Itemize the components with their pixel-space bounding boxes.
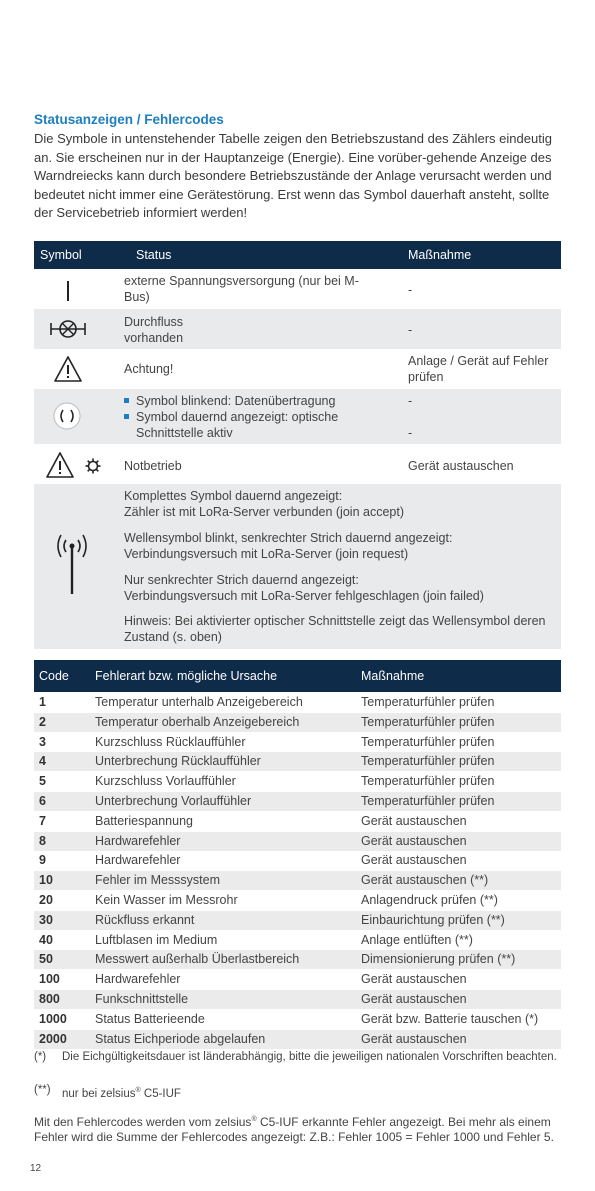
error-code: 800 (39, 992, 60, 1006)
status-row (34, 389, 561, 444)
error-measure: Anlage entlüften (**) (361, 932, 473, 947)
header-code: Code (39, 669, 69, 683)
measure-text: - (408, 283, 413, 297)
error-cause: Hardwarefehler (95, 833, 181, 848)
status-row (34, 349, 561, 389)
code-row (34, 792, 561, 811)
closing-paragraph: Mit den Fehlercodes werden vom zelsius® C5-IUF erkannte Fehler angezeigt. Bei mehr als einem Fehler wird die Summe der Fehlercodes angezeigt: Z.B.: Fehler 1005 = Fehler 1000 und Fehler 5. (34, 1115, 554, 1144)
error-cause: Temperatur unterhalb Anzeigebereich (95, 695, 303, 709)
error-measure: Anlagendruck prüfen (**) (361, 893, 498, 907)
error-cause: Status Eichperiode abgelaufen (95, 1031, 266, 1046)
error-cause: Temperatur oberhalb Anzeigebereich (95, 714, 300, 729)
code-row (34, 931, 561, 950)
error-measure: Gerät austauschen (361, 833, 467, 848)
error-cause: Kurzschluss Vorlauffühler (95, 774, 236, 789)
error-cause: Fehler im Messsystem (95, 873, 221, 888)
error-code: 30 (39, 912, 53, 927)
error-measure: Gerät austauschen (361, 972, 467, 987)
intro-paragraph: Die Symbole in untenstehender Tabelle zeigen den Betriebszustand des Zählers eindeutig an. Sie erscheinen nur in der Hauptanzeige (Energie). Eine vorüber-gehende Anzeige des Warndreiecks kann durch besondere Betriebszustände der Anlage verursacht werden und bedeutet nicht immer eine Gerätestörung. Erst wenn das Symbol dauerhaft ansteht, sollte der Servicebetrieb informiert werden! (34, 131, 552, 221)
status-row (34, 444, 561, 484)
error-code: 2 (39, 714, 46, 729)
lora-paragraph: Wellensymbol blinkt, senkrechter Strich dauernd angezeigt: Verbindungsversuch mit LoRa-Server (join request) (124, 531, 453, 561)
code-row (34, 871, 561, 890)
error-code: 7 (39, 813, 46, 828)
code-row (34, 891, 561, 910)
status-row (34, 484, 561, 649)
error-measure: Gerät bzw. Batterie tauschen (*) (361, 1011, 539, 1026)
error-code: 40 (39, 932, 53, 947)
error-measure: Temperaturfühler prüfen (361, 794, 495, 808)
error-measure: Gerät austauschen (361, 853, 467, 868)
status-row (34, 269, 561, 309)
code-row (34, 970, 561, 989)
status-text: Achtung! (124, 362, 174, 376)
measure-text: - (408, 394, 413, 408)
error-code: 8 (39, 833, 46, 848)
code-row (34, 733, 561, 752)
header-cause: Fehlerart bzw. mögliche Ursache (95, 669, 278, 683)
footnote-text: Die Eichgültigkeitsdauer ist länderabhängig, bitte die jeweiligen nationalen Vorschriften beachten. (62, 1051, 557, 1063)
error-cause: Rückfluss erkannt (95, 912, 195, 927)
error-code: 6 (39, 794, 46, 808)
measure-text: Gerät austauschen (408, 459, 514, 473)
footnote-mark: (**) (34, 1084, 51, 1096)
error-cause: Messwert außerhalb Überlastbereich (95, 952, 300, 967)
error-measure: Gerät austauschen (**) (361, 873, 489, 888)
error-cause: Unterbrechung Rücklauffühler (95, 754, 261, 769)
status-bullets (124, 393, 374, 441)
error-measure: Temperaturfühler prüfen (361, 754, 495, 769)
header-status: Status (136, 248, 172, 262)
page-number: 12 (30, 1163, 42, 1174)
code-row (34, 990, 561, 1009)
status-text: Durchfluss vorhanden (124, 315, 184, 345)
error-cause: Kurzschluss Rücklauffühler (95, 734, 246, 749)
error-measure: Temperaturfühler prüfen (361, 734, 495, 749)
error-code: 1 (39, 695, 46, 709)
code-row (34, 1030, 561, 1049)
error-measure: Gerät austauschen (361, 992, 467, 1006)
error-measure: Temperaturfühler prüfen (361, 714, 495, 729)
error-measure: Dimensionierung prüfen (**) (361, 952, 516, 967)
error-cause: Hardwarefehler (95, 853, 181, 868)
header-measure: Maßnahme (408, 248, 472, 262)
error-cause: Hardwarefehler (95, 972, 181, 987)
flow-icon (49, 317, 87, 341)
measure-text: - (408, 323, 413, 337)
section-heading: Statusanzeigen / Fehlercodes (34, 112, 224, 127)
measure-text: Anlage / Gerät auf Fehler prüfen (408, 354, 549, 384)
code-row (34, 772, 561, 791)
error-measure: Temperaturfühler prüfen (361, 774, 495, 789)
error-code: 100 (39, 972, 60, 987)
bullet-item: Symbol blinkend: Datenübertragung (124, 393, 374, 409)
error-cause: Kein Wasser im Messrohr (95, 893, 238, 907)
code-row (34, 851, 561, 870)
status-table-header (34, 241, 561, 269)
lora-paragraph: Komplettes Symbol dauernd angezeigt: Zähler ist mit LoRa-Server verbunden (join accept) (124, 489, 404, 519)
code-table-header (34, 660, 561, 692)
radio-antenna-icon (54, 526, 90, 598)
footnote-text: nur bei zelsius® C5-IUF (62, 1087, 181, 1100)
header-symbol: Symbol (40, 248, 82, 262)
optical-interface-icon (52, 401, 82, 431)
error-cause: Unterbrechung Vorlauffühler (95, 794, 252, 808)
error-cause: Funkschnittstelle (95, 992, 189, 1006)
lora-paragraph: Nur senkrechter Strich dauernd angezeigt: Verbindungsversuch mit LoRa-Server fehlgeschlagen (join failed) (124, 573, 484, 603)
code-row (34, 713, 561, 732)
code-row (34, 1010, 561, 1029)
error-code: 3 (39, 734, 46, 749)
code-row (34, 693, 561, 712)
status-text: externe Spannungsversorgung (nur bei M-Bus) (124, 274, 359, 304)
code-row (34, 752, 561, 771)
error-cause: Luftblasen im Medium (95, 932, 218, 947)
warning-triangle-icon (53, 355, 83, 383)
error-cause: Batteriespannung (95, 813, 193, 828)
error-cause: Status Batterieende (95, 1011, 205, 1026)
footnote-mark: (*) (34, 1051, 47, 1063)
header-measure: Maßnahme (361, 669, 425, 683)
measure-text: - (408, 426, 413, 440)
code-row (34, 812, 561, 831)
error-code: 4 (39, 754, 46, 769)
error-measure: Gerät austauschen (361, 1031, 467, 1046)
error-measure: Einbaurichtung prüfen (**) (361, 912, 505, 927)
lora-paragraph: Hinweis: Bei aktivierter optischer Schnittstelle zeigt das Wellensymbol deren Zustand (s. oben) (124, 614, 546, 644)
error-code: 2000 (39, 1031, 67, 1046)
status-row (34, 309, 561, 349)
code-row (34, 832, 561, 851)
code-row (34, 911, 561, 930)
bullet-item: Symbol dauernd angezeigt: optische Schnittstelle aktiv (124, 409, 374, 441)
status-text: Notbetrieb (124, 459, 182, 473)
error-code: 1000 (39, 1011, 67, 1026)
error-code: 9 (39, 853, 46, 868)
code-row (34, 950, 561, 969)
error-code: 20 (39, 893, 53, 907)
error-measure: Gerät austauschen (361, 813, 467, 828)
error-code: 5 (39, 774, 46, 789)
vertical-bar-icon (62, 280, 74, 302)
error-code: 10 (39, 873, 53, 888)
warning-gear-icon (46, 451, 104, 479)
error-measure: Temperaturfühler prüfen (361, 695, 495, 709)
error-code: 50 (39, 952, 53, 967)
